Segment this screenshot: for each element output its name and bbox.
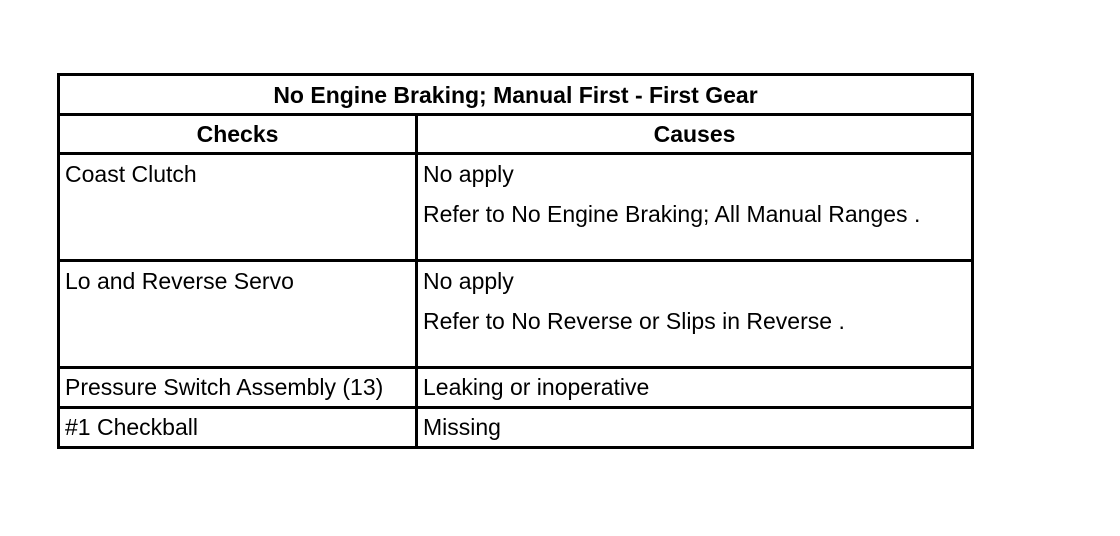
table-title-row [59,75,973,115]
cause-line: No apply [423,161,514,187]
table-row [59,154,973,261]
cause-spacer [423,187,967,201]
check-text: Pressure Switch Assembly (13) [65,374,384,400]
check-cell [59,408,417,448]
cause-text-block [418,155,971,227]
table-row [59,261,973,368]
column-header-causes: Causes [417,115,973,154]
table-header-row [59,115,973,154]
check-cell [59,154,417,261]
cause-line: Refer to No Reverse or Slips in Reverse . [423,308,845,334]
check-text: Lo and Reverse Servo [65,268,294,294]
cause-cell [417,408,973,448]
cause-line: No apply [423,268,514,294]
diagnostic-table [57,73,974,449]
table-title: No Engine Braking; Manual First - First Gear [59,75,973,115]
cause-line: Refer to No Engine Braking; All Manual Ranges . [423,201,921,227]
cause-text: Leaking or inoperative [423,374,650,400]
check-text: #1 Checkball [65,414,198,440]
cause-cell [417,261,973,368]
column-header-checks: Checks [59,115,417,154]
table-row [59,408,973,448]
table-row [59,368,973,408]
check-text: Coast Clutch [65,161,197,187]
cause-text: Missing [423,414,501,440]
check-cell [59,368,417,408]
cause-text-block [418,262,971,334]
cause-cell [417,368,973,408]
cause-cell [417,154,973,261]
cause-spacer [423,294,967,308]
check-cell [59,261,417,368]
